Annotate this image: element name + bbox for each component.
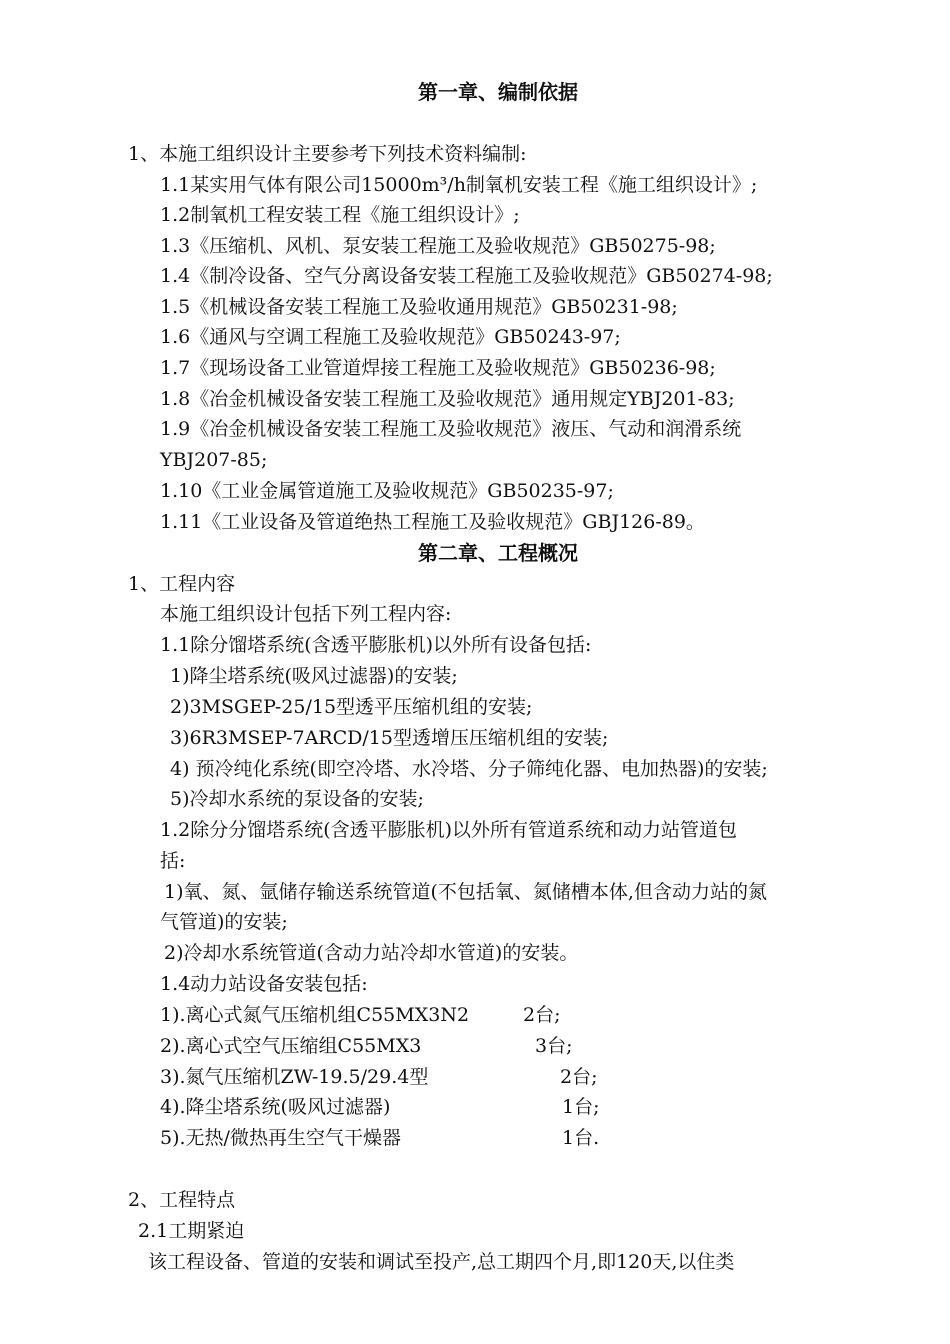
equipment-qty: 1台. [562,1127,600,1149]
reference-item: 1.10《工业金属管道施工及验收规范》GB50235-97; [160,480,614,502]
reference-item: 1.8《冶金机械设备安装工程施工及验收规范》通用规定YBJ201-83; [160,388,735,410]
list-item: 1)降尘塔系统(吸风过滤器)的安装; [170,665,458,687]
reference-item: 1.6《通风与空调工程施工及验收规范》GB50243-97; [160,326,621,348]
equipment-name: 4).降尘塔系统(吸风过滤器) [160,1096,391,1118]
reference-item: 1.5《机械设备安装工程施工及验收通用规范》GB50231-98; [160,296,678,318]
equipment-qty: 2台; [523,1004,561,1026]
equipment-qty: 1台; [562,1096,600,1118]
reference-item-continued: YBJ207-85; [160,449,268,471]
reference-item: 1.3《压缩机、风机、泵安装工程施工及验收规范》GB50275-98; [160,235,716,257]
equipment-name: 3).氮气压缩机ZW-19.5/29.4型 [160,1066,429,1088]
subsection-heading: 2.1工期紧迫 [138,1220,245,1242]
subsection-heading: 1.4动力站设备安装包括: [160,973,368,995]
section-heading: 2、工程特点 [128,1189,236,1211]
reference-item: 1.9《冶金机械设备安装工程施工及验收规范》液压、气动和润滑系统 [160,418,742,440]
reference-item: 1.4《制冷设备、空气分离设备安装工程施工及验收规范》GB50274-98; [160,265,773,287]
chapter1-title: 第一章、编制依据 [418,80,578,104]
list-item: 3)6R3MSEP-7ARCD/15型透增压压缩机组的安装; [170,727,609,749]
subsection-heading: 1.2除分分馏塔系统(含透平膨胀机)以外所有管道系统和动力站管道包 [160,819,738,841]
reference-item: 1.2制氧机工程安装工程《施工组织设计》; [160,204,520,226]
reference-item: 1.7《现场设备工业管道焊接工程施工及验收规范》GB50236-98; [160,357,716,379]
reference-item: 1.11《工业设备及管道绝热工程施工及验收规范》GBJ126-89。 [160,511,705,533]
chapter1-item1: 1、本施工组织设计主要参考下列技术资料编制: [128,143,527,165]
list-item: 5)冷却水系统的泵设备的安装; [170,788,424,810]
list-item-continued: 气管道)的安装; [160,911,288,933]
equipment-qty: 3台; [535,1035,573,1057]
reference-item: 1.1某实用气体有限公司15000m³/h制氧机安装工程《施工组织设计》; [160,174,758,196]
section-heading: 1、工程内容 [128,573,236,595]
equipment-name: 5).无热/微热再生空气干燥器 [160,1127,401,1149]
subsection-heading: 1.1除分馏塔系统(含透平膨胀机)以外所有设备包括: [160,634,592,656]
list-item: 1)氧、氮、氩储存输送系统管道(不包括氧、氮储槽本体,但含动力站的氮 [164,881,767,903]
paragraph: 该工程设备、管道的安装和调试至投产,总工期四个月,即120天,以住类 [148,1251,735,1273]
chapter2-title: 第二章、工程概况 [418,541,578,565]
list-item: 2)3MSGEP-25/15型透平压缩机组的安装; [170,696,533,718]
list-item: 2)冷却水系统管道(含动力站冷却水管道)的安装。 [164,942,579,964]
paragraph: 本施工组织设计包括下列工程内容: [160,603,452,625]
equipment-name: 2).离心式空气压缩组C55MX3 [160,1035,422,1057]
subsection-heading-continued: 括: [160,850,186,872]
equipment-name: 1).离心式氮气压缩机组C55MX3N2 [160,1004,470,1026]
equipment-qty: 2台; [560,1066,598,1088]
list-item: 4) 预冷纯化系统(即空冷塔、水冷塔、分子筛纯化器、电加热器)的安装; [170,758,768,780]
